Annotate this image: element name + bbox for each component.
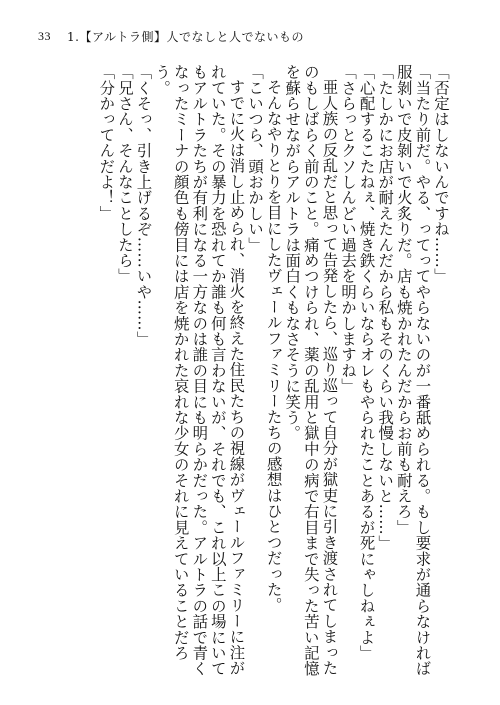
paragraph: 「分かってんだよ！」 — [97, 64, 116, 221]
page-number: 33 — [38, 28, 51, 43]
paragraph: 「否定はしないんですね……」 — [432, 64, 450, 284]
paragraph: そんなやりとりを目にしたヴェールファミリーたちの感想はひとつだった。 — [264, 79, 283, 614]
paragraph: 「さらっとクソしんどい過去を明かしますね」 — [339, 64, 358, 394]
paragraph: 「心配するこたねぇ、焼き鉄くらいならオレもやられたことあるが死にゃしねぇよ」 — [357, 64, 376, 661]
paragraph: 「こいつら、頭おかしい」 — [246, 64, 265, 253]
paragraph: 「兄さん、そんなことしたら」 — [115, 64, 134, 284]
paragraph: 「たしかにお店が耐えたんだから私もそのくらい我慢しないと……」 — [376, 64, 395, 551]
paragraph: 亜人族の反乱だと思って告発したら、巡り巡って自分が獄吏に引き渡されてしまったのもしばらく前のこと。痛めつけられ、薬の乱用と獄中の病で右目まで失った苦い記憶を蘇らせながらアルトラは面白くもなさそうに笑う。 — [283, 64, 339, 677]
body-text — [40, 64, 450, 684]
running-header — [38, 27, 480, 45]
chapter-title: 1.【アルトラ側】人でなしと人でないもの — [67, 29, 304, 44]
paragraph: 「当たり前だ。やる、ってってやらないのが一番舐められる。もし要求が通らなければ服剝いで皮剝いで火炙りだ。店も焼かれたんだからお前も耐えろ」 — [394, 64, 432, 677]
paragraph: 「くそっ、引き上げるぞ……いや……」 — [134, 64, 153, 347]
paragraph: すでに火は消し止められ、消火を終えた住民たちの視線がヴェールファミリーに注がれていた。その暴力を恐れてか誰も何も言わないが、それでも、これ以上この場にいてもアルトラたちが有利になる一方なのは誰の目にも明らかだった。アルトラの話で青くなったミーナの顔色も傍目には店を焼かれた哀れな少女のそれに見えていることだろう。 — [153, 64, 246, 677]
